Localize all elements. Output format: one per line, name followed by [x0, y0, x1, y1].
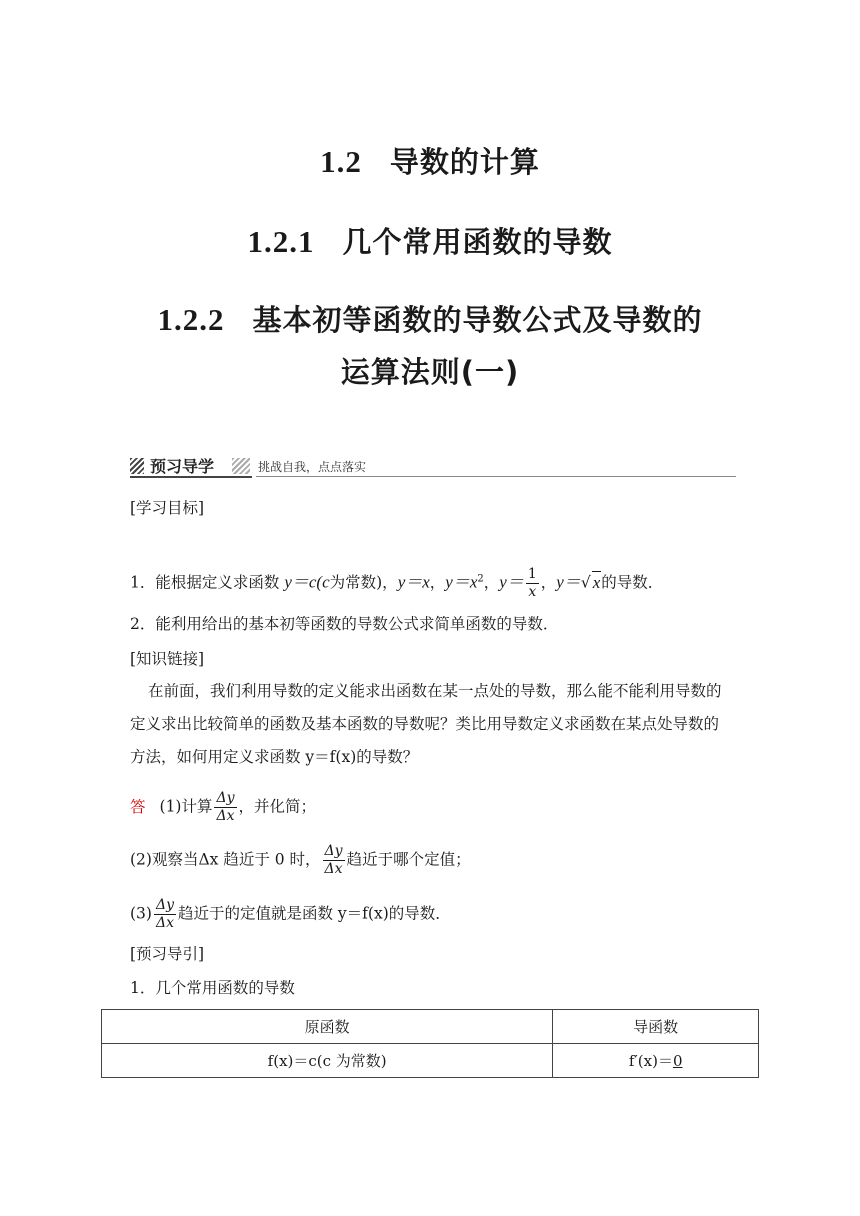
- fraction-dy-dx: $\frac{\Delta y}{\Delta x}$: [216, 790, 235, 824]
- banner-subtitle: 挑战自我，点点落实: [258, 460, 367, 474]
- stripe-icon: [232, 458, 250, 474]
- heading-goals: [学习目标]: [130, 499, 205, 517]
- table-header-derivative: 导函数: [553, 1010, 759, 1044]
- goal-1: 1．能根据定义求函数 y＝c(c为常数)，y＝x，$y=x^2$，y＝ $\frac{1}{x}$ ，y＝√ x的导数．: [130, 566, 664, 600]
- goal-2: 2．能利用给出的基本初等函数的导数公式求简单函数的导数．: [130, 615, 559, 633]
- answer-step-1: 答 (1)计算 $\frac{\Delta y}{\Delta x}$ ，并化简；: [130, 790, 317, 824]
- knowledge-link-paragraph: 在前面，我们利用导数的定义能求出函数在某一点处的导数，那么能不能利用导数的定义求出比较简单的函数及基本函数的导数呢？类比用导数定义求函数在某点处导数的方法，如何用定义求函数 y＝f(x)的导数？: [130, 682, 722, 766]
- preview-item-1: 1．几个常用函数的导数: [130, 979, 295, 997]
- title-section-1-2-2-cont: 运算法则(一): [340, 355, 520, 389]
- banner-title: 预习导学: [150, 457, 215, 476]
- answer-label: 答: [130, 797, 146, 816]
- table-row: [102, 1044, 759, 1078]
- title-section-1-2-1: 1.2.1 几个常用函数的导数: [247, 224, 613, 259]
- fraction-dy-dx: $\frac{\Delta y}{\Delta x}$: [324, 843, 343, 877]
- heading-knowledge-link: [知识链接]: [130, 650, 205, 668]
- sqrt-symbol: √: [580, 573, 591, 592]
- stripe-icon: [130, 458, 144, 474]
- table-header-row: [102, 1010, 759, 1044]
- table-cell-derivative: f′(x)＝0: [553, 1044, 759, 1078]
- fraction-dy-dx: $\frac{\Delta y}{\Delta x}$: [155, 897, 174, 931]
- title-section-1-2: 1.2 导数的计算: [320, 144, 540, 179]
- heading-preview-guide: [预习导引]: [130, 945, 205, 963]
- derivative-table: [101, 1009, 759, 1078]
- title-section-1-2-2: 1.2.2 基本初等函数的导数公式及导数的: [157, 302, 703, 337]
- table-cell-function: f(x)＝c(c 为常数): [102, 1044, 553, 1078]
- answer-step-3: (3) $\frac{\Delta y}{\Delta x}$ 趋近于的定值就是函数 y＝f(x)的导数．: [130, 897, 451, 931]
- banner-rule: [256, 476, 736, 477]
- fraction-one-over-x: $\frac{1}{x}$: [527, 566, 537, 600]
- answer-step-2: (2)观察当Δx 趋近于 0 时， $\frac{\Delta y}{\Delta x}$ 趋近于哪个定值；: [130, 843, 471, 877]
- section-banner: [130, 454, 736, 480]
- table-header-original: 原函数: [102, 1010, 553, 1044]
- blank-answer: 0: [672, 1052, 683, 1070]
